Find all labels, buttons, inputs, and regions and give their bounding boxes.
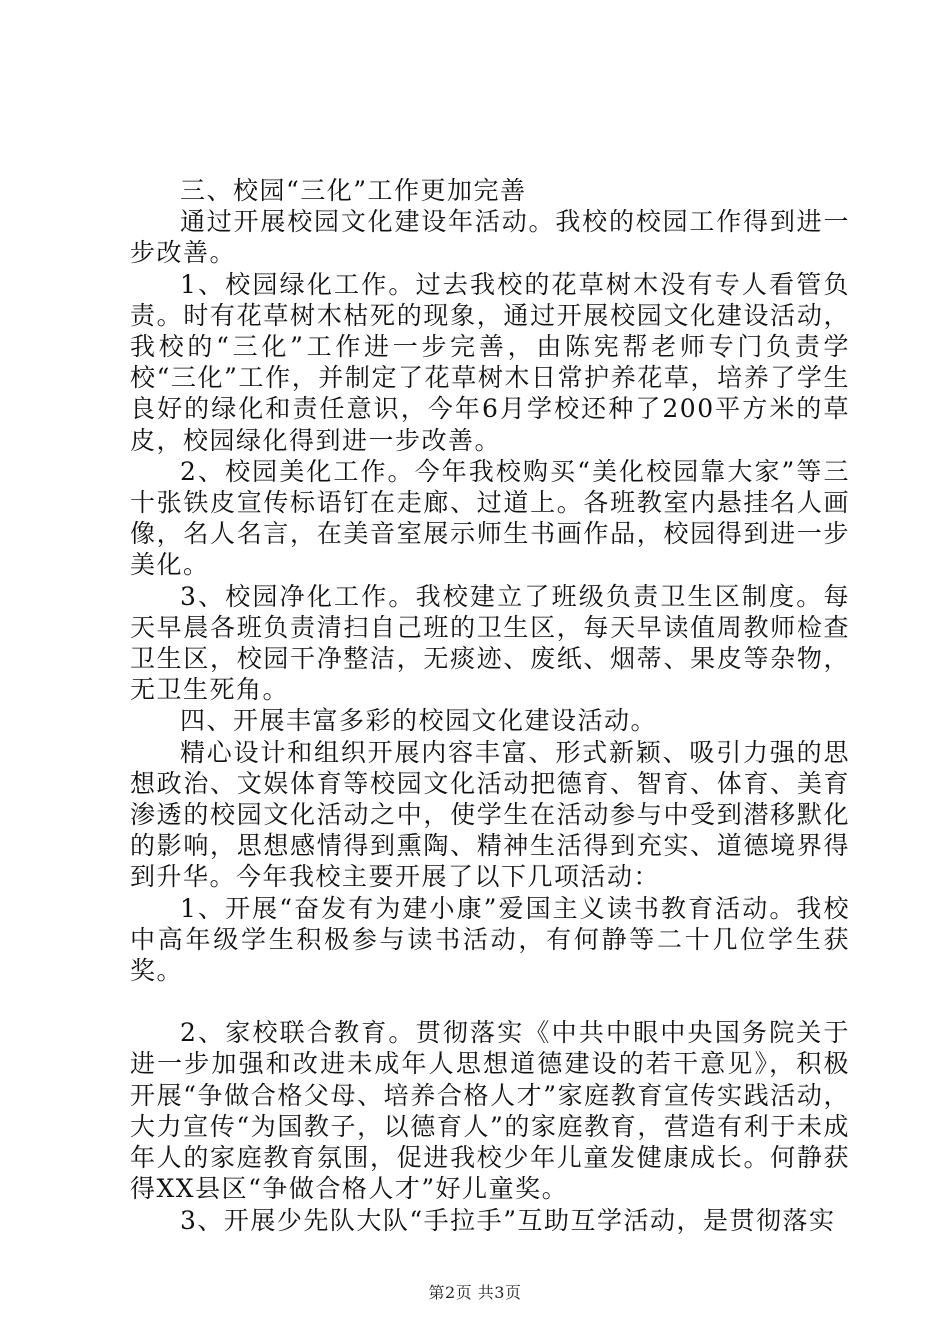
page-number-footer: 第2页 共3页 <box>428 1283 522 1302</box>
paragraph-cleaning: 3、校园净化工作。我校建立了班级负责卫生区制度。每天早晨各班负责清扫自己班的卫生区，每天早读值周教师检查卫生区，校园干净整洁，无痰迹、废纸、烟蒂、果皮等杂物，无卫生死角。 <box>130 581 850 705</box>
paragraph-greening: 1、校园绿化工作。过去我校的花草树木没有专人看管负责。时有花草树木枯死的现象，通过开展校园文化建设活动，我校的“三化”工作进一步完善，由陈宪帮老师专门负责学校“三化”工作，并制定了花草树木日常护养花草，培养了学生良好的绿化和责任意识，今年6月学校还种了200平方米的草皮，校园绿化得到进一步改善。 <box>130 269 850 455</box>
paragraph-mutual-help: 3、开展少先队大队“手拉手”互助互学活动，是贯彻落实 <box>180 1205 836 1235</box>
paragraph-family-education: 2、家校联合教育。贯彻落实《中共中眼中央国务院关于进一步加强和改进未成年人思想道德建设的若干意见》，积极开展“争做合格父母、培养合格人才”家庭教育宣传实践活动，大力宣传“为国教子，以德育人”的家庭教育，营造有利于未成年人的家庭教育氛围，促进我校少年儿童发健康成长。何静获得XX县区“争做合格人才”好儿童奖。 <box>130 1018 850 1204</box>
section-heading-four: 四、开展丰富多彩的校园文化建设活动。 <box>180 706 658 736</box>
paragraph-beautifying: 2、校园美化工作。今年我校购买“美化校园靠大家”等三十张铁皮宣传标语钉在走廊、过道上。各班教室内悬挂名人画像，名人名言，在美音室展示师生书画作品，校园得到进一步美化。 <box>130 456 850 580</box>
section-heading-three: 三、校园“三化”工作更加完善 <box>180 176 527 205</box>
document-body <box>130 175 850 1236</box>
paragraph-intro: 通过开展校园文化建设年活动。我校的校园工作得到进一步改善。 <box>130 207 850 268</box>
paragraph-reading-activity: 1、开展“奋发有为建小康”爱国主义读书教育活动。我校中高年级学生积极参与读书活动，有何静等二十几位学生获奖。 <box>130 893 850 986</box>
paragraph-activities: 精心设计和组织开展内容丰富、形式新颖、吸引力强的思想政治、文娱体育等校园文化活动把德育、智育、体育、美育渗透的校园文化活动之中，使学生在活动参与中受到潜移默化的影响，思想感情得到熏陶、精神生活得到充实、道德境界得到升华。今年我校主要开展了以下几项活动： <box>130 737 850 892</box>
